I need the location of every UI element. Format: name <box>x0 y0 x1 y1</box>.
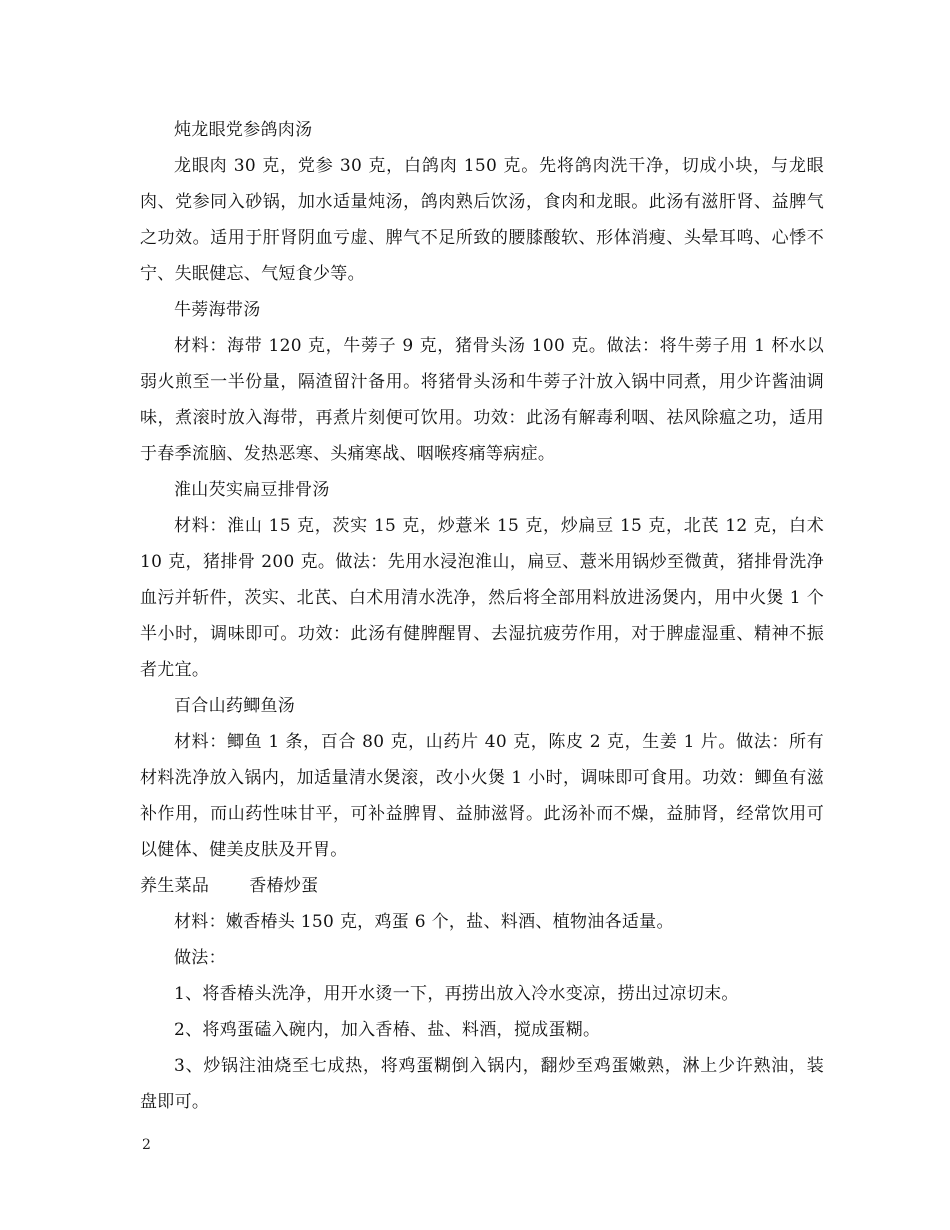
dish-materials: 材料：嫩香椿头 150 克，鸡蛋 6 个，盐、料酒、植物油各适量。 <box>174 912 674 932</box>
page-number: 2 <box>142 1137 151 1153</box>
document-body <box>140 112 824 1120</box>
dish-method-label: 做法： <box>174 948 226 968</box>
dish-category: 养生菜品 <box>140 876 210 896</box>
dish-step: 3、炒锅注油烧至七成热，将鸡蛋糊倒入锅内，翻炒至鸡蛋嫩熟，淋上少许熟油，装盘即可。 <box>140 1056 824 1112</box>
dish-heading <box>140 868 824 904</box>
section-title: 淮山芡实扁豆排骨汤 <box>174 480 330 500</box>
dish-step: 1、将香椿头洗净，用开水烫一下，再捞出放入冷水变凉，捞出过凉切末。 <box>174 984 739 1004</box>
section-paragraph: 龙眼肉 30 克，党参 30 克，白鸽肉 150 克。先将鸽肉洗干净，切成小块，与龙眼肉、党参同入砂锅，加水适量炖汤，鸽肉熟后饮汤，食肉和龙眼。此汤有滋肝肾、益脾气之功效。适用于肝肾阴血亏虚、脾气不足所致的腰膝酸软、形体消瘦、头晕耳鸣、心悸不宁、失眠健忘、气短食少等。 <box>140 156 824 284</box>
dish-title: 香椿炒蛋 <box>249 876 319 896</box>
section-paragraph: 材料：淮山 15 克，茨实 15 克，炒薏米 15 克，炒扁豆 15 克，北芪 12 克，白术 10 克，猪排骨 200 克。做法：先用水浸泡淮山，扁豆、薏米用锅炒至微黄，猪排骨洗净血污并斩件，茨实、北芪、白术用清水洗净，然后将全部用料放进汤煲内，用中火煲 1 个半小时，调味即可。功效：此汤有健脾醒胃、去湿抗疲劳作用，对于脾虚湿重、精神不振者尤宜。 <box>140 516 824 680</box>
section-title: 炖龙眼党参鸽肉汤 <box>174 120 313 140</box>
dish-step: 2、将鸡蛋磕入碗内，加入香椿、盐、料酒，搅成蛋糊。 <box>174 1020 601 1040</box>
section-paragraph: 材料：鲫鱼 1 条，百合 80 克，山药片 40 克，陈皮 2 克，生姜 1 片。做法：所有材料洗净放入锅内，加适量清水煲滚，改小火煲 1 小时，调味即可食用。功效：鲫鱼有滋补作用，而山药性味甘平，可补益脾胃、益肺滋肾。此汤补而不燥，益肺肾，经常饮用可以健体、健美皮肤及开胃。 <box>140 732 824 860</box>
section-paragraph: 材料：海带 120 克，牛蒡子 9 克，猪骨头汤 100 克。做法：将牛蒡子用 1 杯水以弱火煎至一半份量，隔渣留汁备用。将猪骨头汤和牛蒡子汁放入锅中同煮，用少许酱油调味，煮滚时放入海带，再煮片刻便可饮用。功效：此汤有解毒利咽、祛风除瘟之功，适用于春季流脑、发热恶寒、头痛寒战、咽喉疼痛等病症。 <box>140 336 824 464</box>
section-title: 百合山药鲫鱼汤 <box>174 696 296 716</box>
section-title: 牛蒡海带汤 <box>174 300 261 320</box>
